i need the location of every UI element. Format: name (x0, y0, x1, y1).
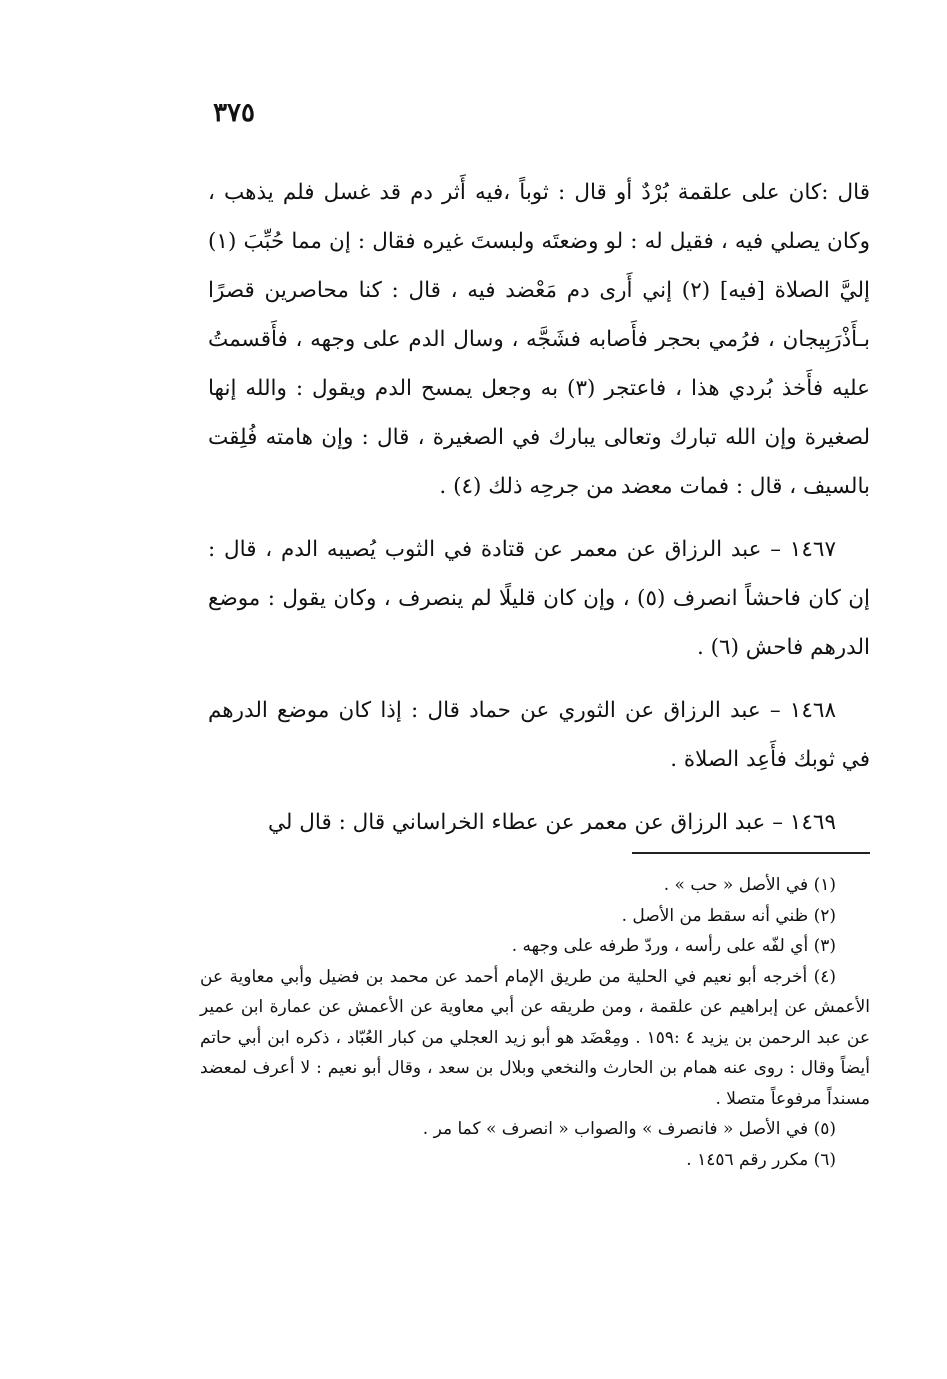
footnote-4: (٤) أخرجه أبو نعيم في الحلية من طريق الإمام أحمد عن محمد بن فضيل وأبي معاوية عن الأعمش عن إبراهيم عن علقمة ، ومن طريقه عن أبي معاوية عن الأعمش عن عمارة ابن عمير عن عبد الرحمن بن يزيد ٤ :١٥٩ . ومِعْضَد هو أبو زيد العجلي من كبار العُبّاد ، ذكره ابن أبي حاتم أيضاً وقال : روى عنه همام بن الحارث والنخعي وبلال بن سعد ، وقال أبو نعيم : لا أعرف لمعضد مسنداً مرفوعاً متصلا . (200, 966, 870, 1109)
footnote-5: (٥) في الأصل « فانصرف » والصواب « انصرف » كما مر . (422, 1119, 836, 1139)
footnotes (200, 870, 870, 1175)
hadith-1468: ١٤٦٨ – عبد الرزاق عن الثوري عن حماد قال : إذا كان موضع الدرهم في ثوبك فأَعِد الصلاة . (208, 698, 870, 772)
paragraph-continuation: قال :كان على علقمة بُرْدٌ أو قال : ثوباً ،فيه أَثر دم قد غسل فلم يذهب ، وكان يصلي فيه ، فقيل له : لو وضعتَه ولبستَ غيره فقال : إن مما حُبِّبَ (١) إليَّ الصلاة [فيه] (٢) إني أَرى دم مَعْضد فيه ، قال : كنا محاصرين قصرًا بـأَذْرَبِيجان ، فرُمي بحجر فأَصابه فشَجَّه ، وسال الدم على وجهه ، فأَقسمتُ عليه فأَخذ بُردي هذا ، فاعتجر (٣) به وجعل يمسح الدم ويقول : والله إنها لصغيرة وإن الله تبارك وتعالى يبارك في الصغيرة ، قال : وإن هامته فُلِقت بالسيف ، قال : فمات معضد من جرحِه ذلك (٤) . (208, 180, 870, 499)
main-text (208, 168, 870, 861)
footnote-separator (632, 852, 870, 854)
footnote-3: (٣) أي لفّه على رأسه ، وردّ طرفه على وجهه . (511, 936, 836, 956)
page-number: ٣٧٥ (213, 98, 255, 128)
footnote-6: (٦) مكرر رقم ١٤٥٦ . (686, 1149, 836, 1170)
footnote-1: (١) في الأصل « حب » . (663, 875, 836, 895)
footnote-2: (٢) ظني أنه سقط من الأصل . (621, 905, 836, 926)
hadith-1469: ١٤٦٩ – عبد الرزاق عن معمر عن عطاء الخراساني قال : قال لي (267, 810, 836, 835)
hadith-1467: ١٤٦٧ – عبد الرزاق عن معمر عن قتادة في الثوب يُصيبه الدم ، قال : إن كان فاحشاً انصرف (٥) ، وإن كان قليلًا لم ينصرف ، وكان يقول : موضع الدرهم فاحش (٦) . (208, 537, 870, 660)
